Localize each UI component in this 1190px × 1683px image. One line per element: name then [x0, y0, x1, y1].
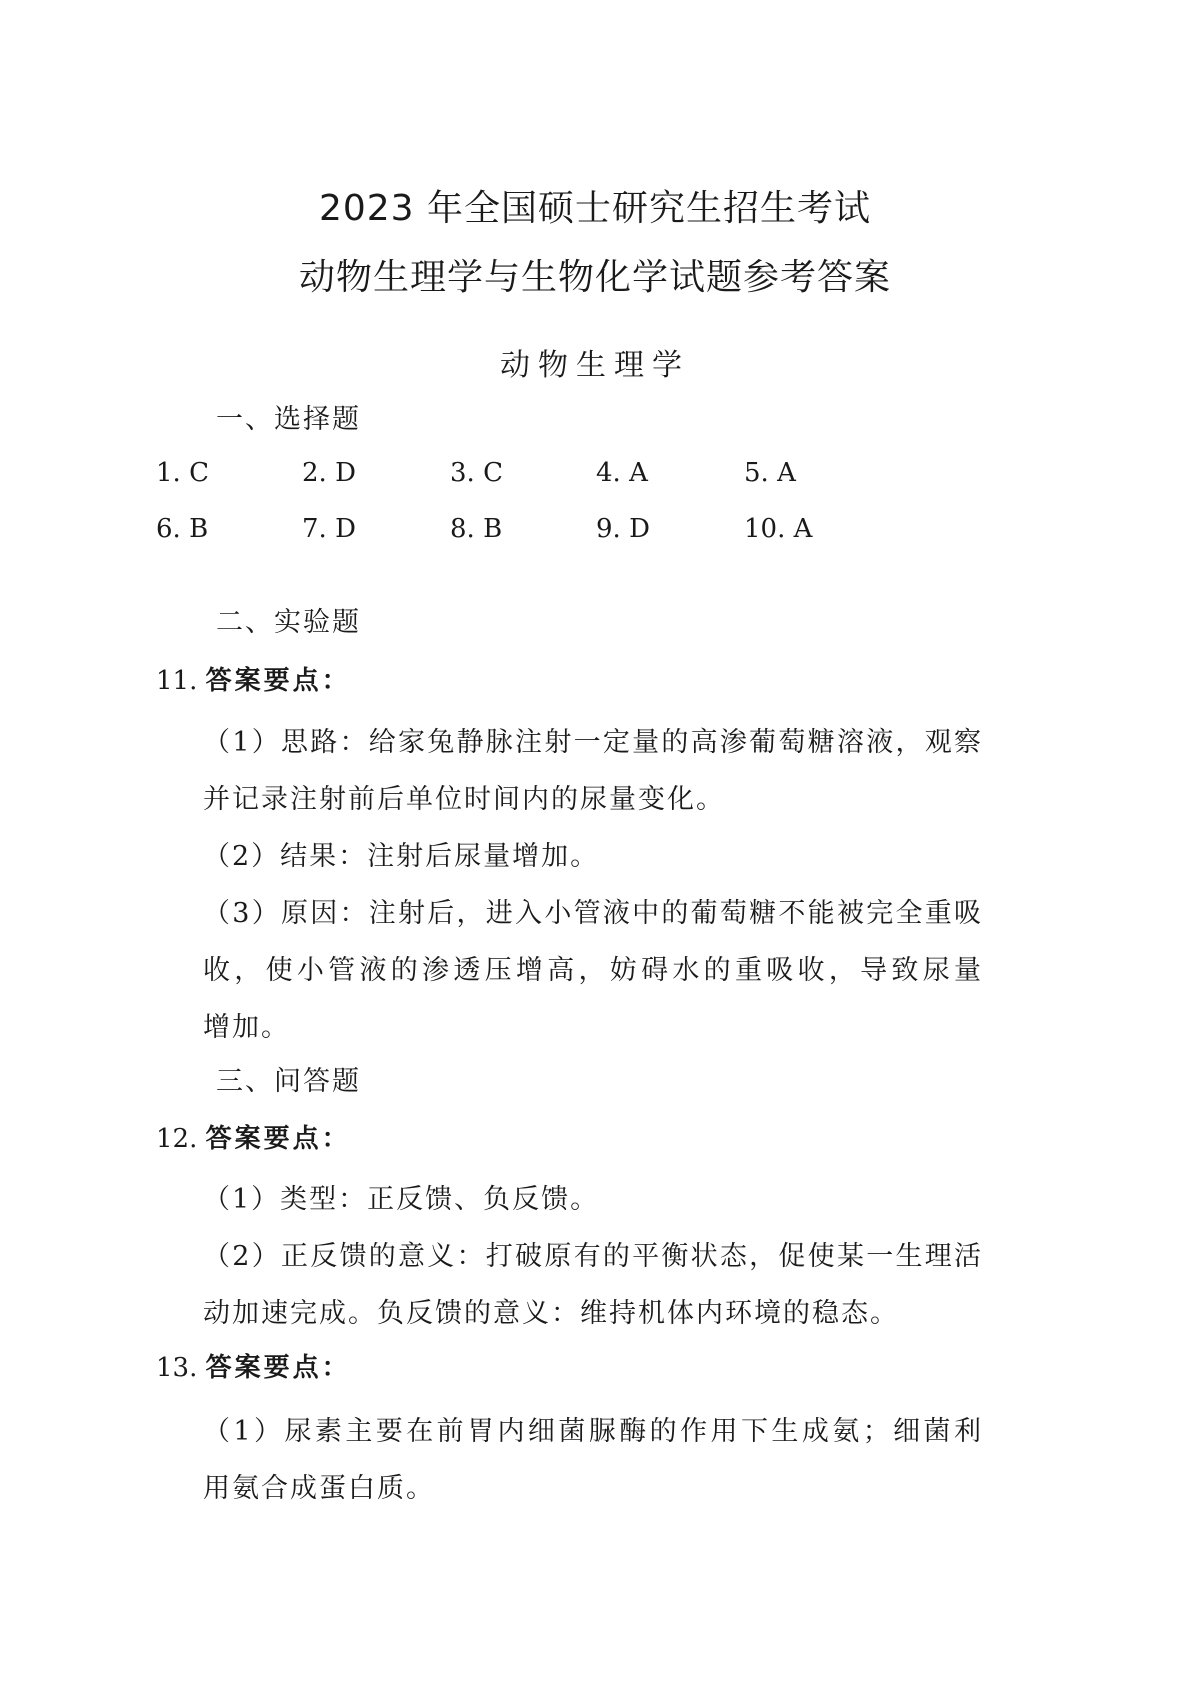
- choice-answer-10: [744, 511, 812, 547]
- question-number: 4.: [596, 458, 621, 488]
- answer-points-label: 答案要点：: [205, 1353, 351, 1383]
- choice-answer-5: [744, 455, 796, 491]
- question-12-point-1: [203, 1171, 983, 1228]
- choice-answer-7: [302, 511, 356, 547]
- answer-points-label: 答案要点：: [205, 1124, 351, 1154]
- question-number: 7.: [302, 514, 327, 544]
- question-number: 6.: [156, 514, 181, 544]
- document-title-line-1: 2023 年全国硕士研究生招生考试: [318, 188, 872, 229]
- text-line: 用氨合成蛋白质。: [203, 1473, 435, 1504]
- choice-answer-6: [156, 511, 208, 547]
- choice-answer-8: [450, 511, 502, 547]
- text-line: 收，使小管液的渗透压增高，妨碍水的重吸收，导致尿量: [203, 955, 983, 986]
- section-heading-experiment: 二、实验题: [216, 607, 361, 638]
- question-11-point-1: [203, 714, 983, 828]
- question-number: 5.: [744, 458, 769, 488]
- text-line: 增加。: [203, 1012, 290, 1043]
- choice-answer-1: [156, 455, 209, 491]
- subject-title: 动物生理学: [500, 348, 690, 383]
- text-line: （2）正反馈的意义：打破原有的平衡状态，促使某一生理活: [203, 1241, 983, 1272]
- answer-letter: A: [793, 514, 813, 544]
- answer-letter: D: [335, 458, 356, 488]
- choice-answer-3: [450, 455, 503, 491]
- answer-letter: A: [777, 458, 796, 488]
- question-11-point-2: [203, 828, 983, 885]
- text-line: （1）思路：给家兔静脉注射一定量的高渗葡萄糖溶液，观察: [203, 727, 983, 758]
- answer-letter: D: [335, 514, 356, 544]
- question-11-label: [156, 663, 351, 699]
- answer-letter: C: [483, 458, 503, 488]
- section-heading-choice: 一、选择题: [216, 404, 361, 435]
- question-number: 9.: [596, 514, 621, 544]
- answer-letter: B: [483, 514, 503, 544]
- question-13-point-1: [203, 1403, 983, 1517]
- question-number: 12.: [156, 1124, 198, 1154]
- choice-answer-2: [302, 455, 356, 491]
- text-line: （3）原因：注射后，进入小管液中的葡萄糖不能被完全重吸: [203, 898, 983, 929]
- question-number: 11.: [156, 666, 198, 696]
- question-number: 2.: [302, 458, 327, 488]
- answer-letter: A: [629, 458, 648, 488]
- question-number: 3.: [450, 458, 475, 488]
- choice-answer-9: [596, 511, 650, 547]
- answer-letter: D: [629, 514, 650, 544]
- question-12-point-2: [203, 1228, 983, 1342]
- document-title-line-2: 动物生理学与生物化学试题参考答案: [298, 257, 891, 298]
- answer-points-label: 答案要点：: [205, 666, 351, 696]
- text-line: （2）结果：注射后尿量增加。: [203, 841, 600, 872]
- section-heading-qa: 三、问答题: [216, 1066, 361, 1097]
- text-line: 并记录注射前后单位时间内的尿量变化。: [203, 784, 725, 815]
- text-line: 动加速完成。负反馈的意义：维持机体内环境的稳态。: [203, 1298, 899, 1329]
- text-line: （1）尿素主要在前胃内细菌脲酶的作用下生成氨；细菌利: [203, 1416, 983, 1447]
- question-number: 10.: [744, 514, 786, 544]
- answer-letter: C: [189, 458, 209, 488]
- answer-letter: B: [189, 514, 209, 544]
- choice-answer-4: [596, 455, 648, 491]
- choice-answer-row-1: [0, 455, 1190, 491]
- choice-answer-row-2: [0, 511, 1190, 547]
- question-number: 8.: [450, 514, 475, 544]
- question-number: 1.: [156, 458, 181, 488]
- question-13-label: [156, 1350, 351, 1386]
- question-11-point-3: [203, 885, 983, 1056]
- question-12-label: [156, 1121, 351, 1157]
- text-line: （1）类型：正反馈、负反馈。: [203, 1184, 600, 1215]
- question-number: 13.: [156, 1353, 198, 1383]
